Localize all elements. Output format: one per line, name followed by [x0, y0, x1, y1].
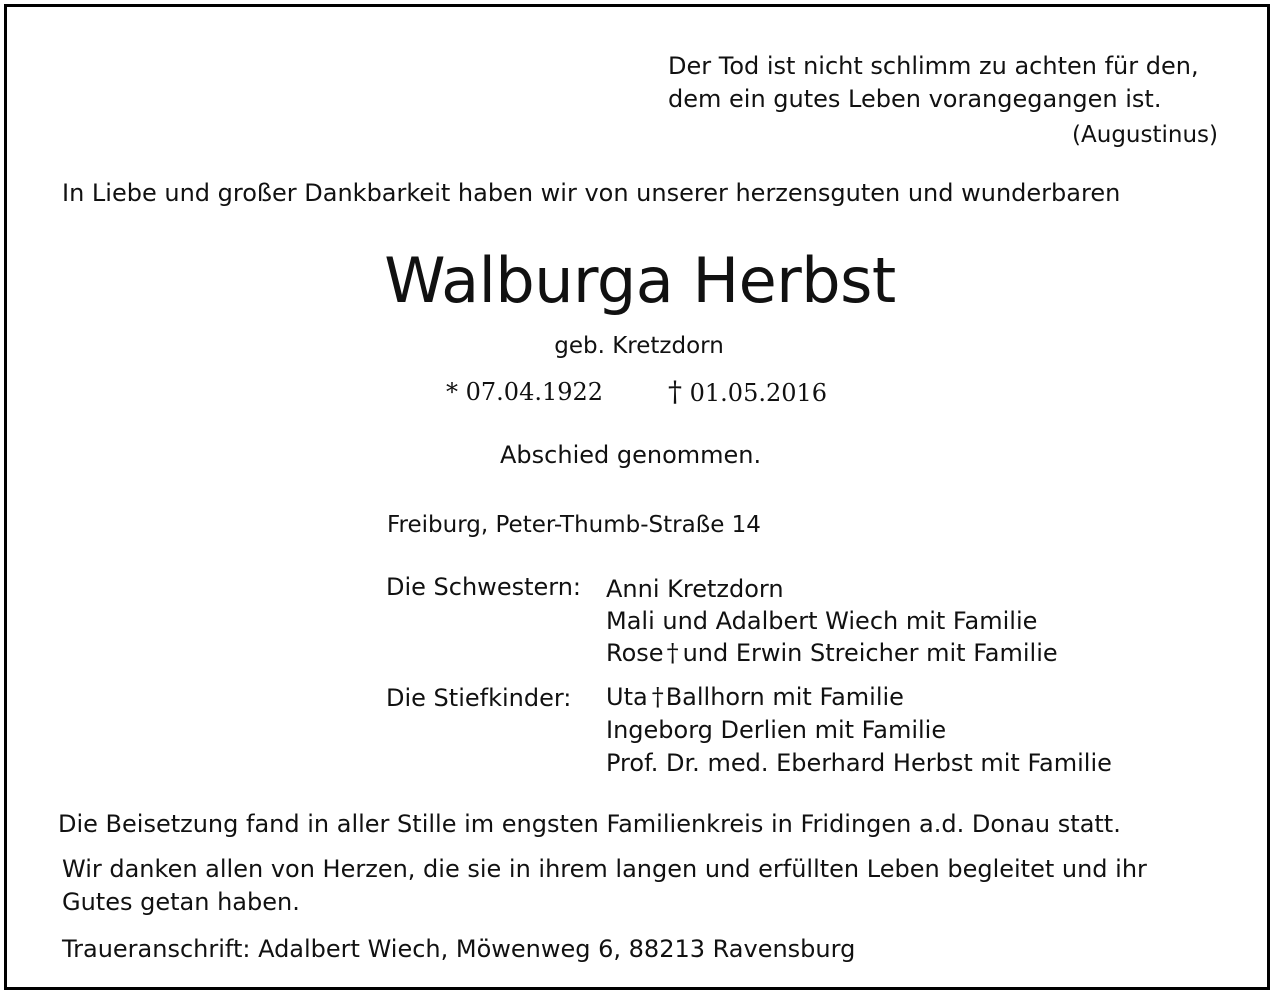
cross-icon: † [666, 639, 679, 667]
cross-icon: † [651, 683, 664, 711]
stepchild-2: Ingeborg Derlien mit Familie [606, 716, 947, 744]
intro-text: In Liebe und großer Dankbarkeit haben wir von unserer herzensguten und wunderbaren [62, 179, 1121, 207]
sister-3 [606, 641, 1058, 665]
stepchildren-label: Die Stiefkinder: [386, 684, 572, 712]
quote-line-1: Der Tod ist nicht schlimm zu achten für den, [668, 52, 1199, 80]
stepchild-1 [606, 685, 904, 709]
residence-address: Freiburg, Peter-Thumb-Straße 14 [387, 512, 761, 538]
death-date-row [668, 375, 828, 408]
burial-text: Die Beisetzung fand in aller Stille im engsten Familienkreis in Fridingen a.d. Donau statt. [58, 810, 1121, 838]
birth-date: 07.04.1922 [465, 378, 604, 406]
thanks-line-1: Wir danken allen von Herzen, die sie in ihrem langen und erfüllten Leben begleitet und ihr [62, 855, 1147, 883]
death-cross-icon: † [668, 375, 682, 408]
mourning-address: Traueranschrift: Adalbert Wiech, Möwenweg 6, 88213 Ravensburg [62, 935, 856, 963]
quote-line-2: dem ein gutes Leben vorangegangen ist. [668, 85, 1162, 113]
sister-3-rest: und Erwin Streicher mit Familie [682, 639, 1058, 667]
stepchild-3: Prof. Dr. med. Eberhard Herbst mit Familie [606, 749, 1112, 777]
birth-symbol: * [446, 378, 458, 406]
quote-author: (Augustinus) [1072, 122, 1218, 148]
stepchild-1-rest: Ballhorn mit Familie [665, 683, 904, 711]
maiden-name: geb. Kretzdorn [554, 333, 724, 359]
sister-1: Anni Kretzdorn [606, 575, 784, 603]
sister-3-name: Rose [606, 639, 664, 667]
farewell-text: Abschied genommen. [500, 441, 762, 469]
thanks-line-2: Gutes getan haben. [62, 888, 300, 916]
notice-border [4, 4, 1270, 990]
stepchild-1-name: Uta [606, 683, 648, 711]
sisters-label: Die Schwestern: [386, 573, 581, 601]
deceased-name: Walburga Herbst [384, 244, 896, 317]
death-date: 01.05.2016 [689, 379, 828, 407]
birth-date-row [446, 380, 603, 404]
sister-2: Mali und Adalbert Wiech mit Familie [606, 607, 1038, 635]
